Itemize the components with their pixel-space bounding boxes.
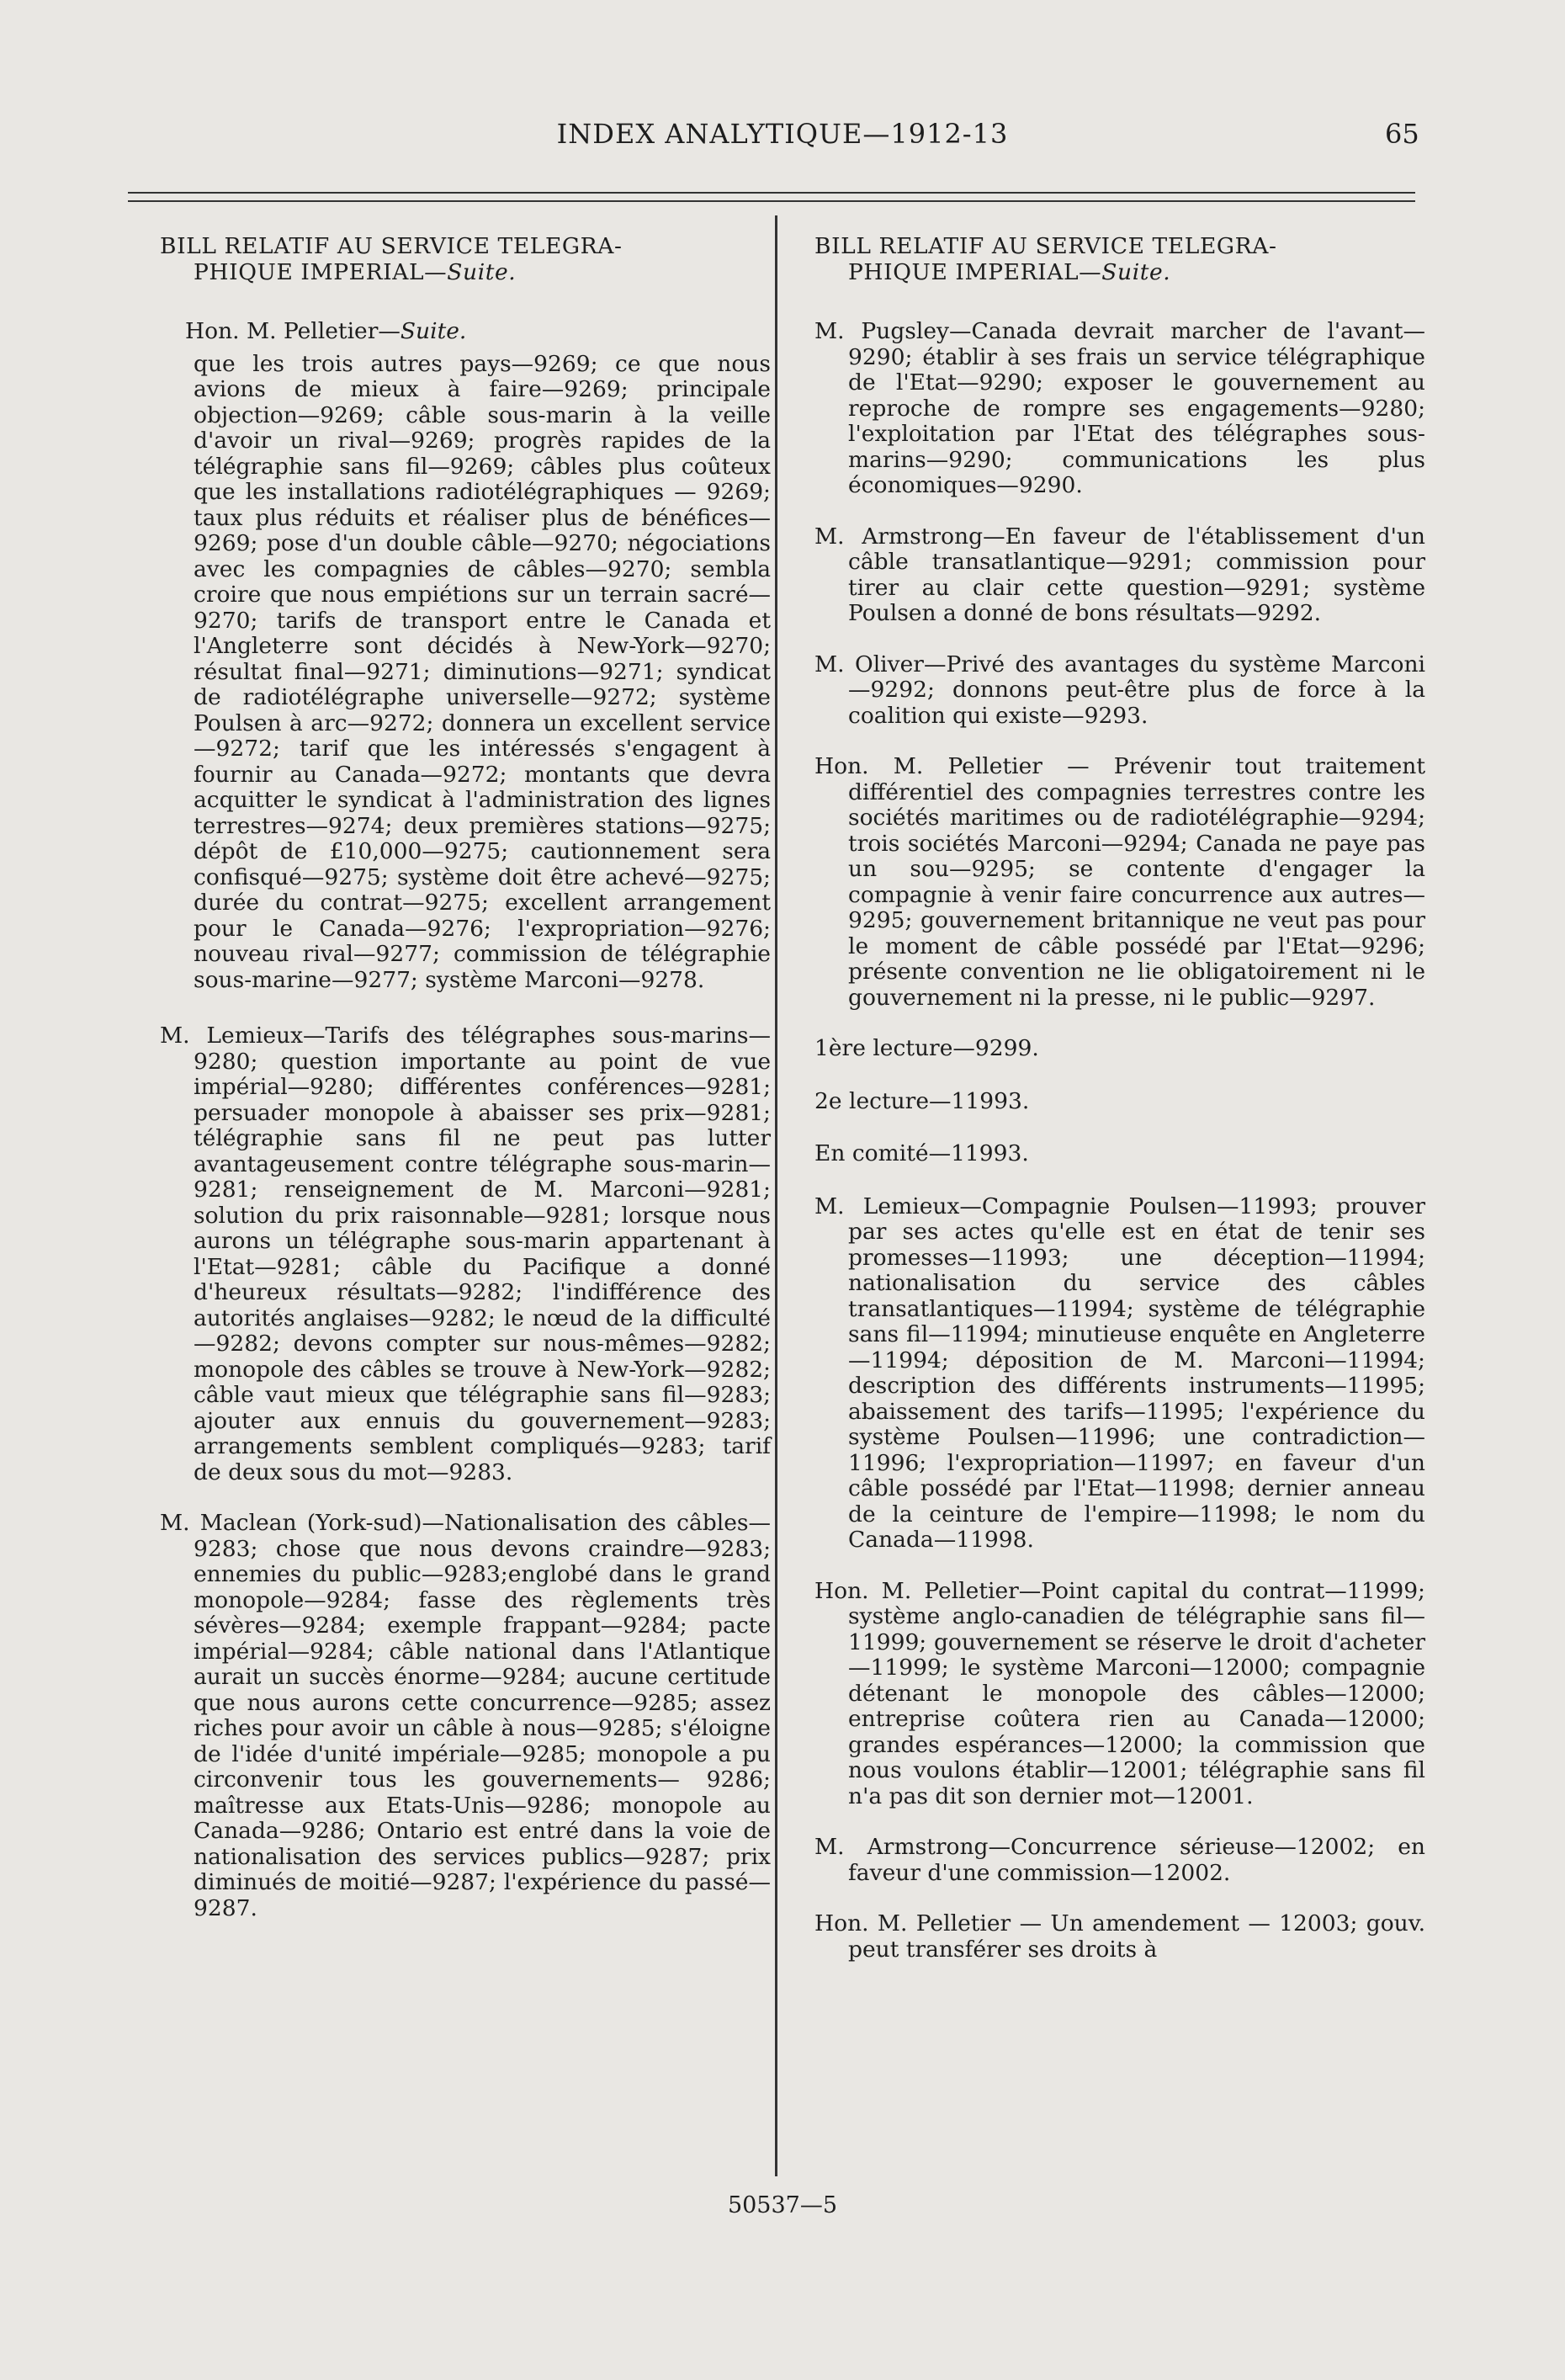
- index-entry: que les trois autres pays—9269; ce que nous avions de mieux à faire—9269; principale objection—9269; câble sous-marin à la veille d'avoir un rival—9269; progrès rapides de la télégraphie sans fil—9269; câbles plus coûteux que les installations radiotélégraphiques — 9269; taux plus réduits et réaliser plus de bénéfices—9269; pose d'un double câble—9270; négociations avec les compagnies de câbles—9270; sembla croire que nous empiétions sur un terrain sacré—9270; tarifs de transport entre le Canada et l'Angleterre sont décidés à New-York—9270; résultat final—9271; diminutions—9271; syndicat de radiotélégraphe universelle—9272; système Poulsen à arc—9272; donnera un excellent service—9272; tarif que les intéressés s'engagent à fournir au Canada—9272; montants que devra acquitter le syndicat à l'administration des lignes terrestres—9274; deux premières stations—9275; dépôt de £10,000—9275; cautionnement sera confisqué—9275; système doit être achevé—9275; durée du contrat—9275; excellent arrangement pour le Canada—9276; l'expropriation—9276; nouveau rival—9277; commission de télégraphie sous-marine—9277; système Marconi—9278.: [194, 350, 771, 993]
- section-heading-suite: Suite.: [1101, 258, 1171, 285]
- index-entry: M. Armstrong—En faveur de l'établissement d'un câble transatlantique—9291; commission pour tirer au clair cette question—9291; système Poulsen a donné de bons résultats—9292.: [814, 523, 1425, 626]
- left-column: [160, 234, 771, 1947]
- index-entry: Hon. M. Pelletier—Point capital du contrat—11999; système anglo-canadien de télégraphie sans fil—11999; gouvernement se réserve le droit d'acheter—11999; le système Marconi—12000; compagnie détenant le monopole des câbles—12000; entreprise coûtera rien au Canada—12000; grandes espérances—12000; la commission que nous voulons établir—12001; télégraphie sans fil n'a pas dit son dernier mot—12001.: [814, 1577, 1425, 1809]
- section-heading-line2: PHIQUE IMPERIAL—: [848, 258, 1102, 285]
- column-divider: [775, 215, 777, 2176]
- header-rule-bottom: [128, 200, 1415, 202]
- index-entry: 1ère lecture—9299.: [814, 1035, 1039, 1061]
- right-column: [814, 234, 1425, 1988]
- index-entry: M. Pugsley—Canada devrait marcher de l'avant—9290; établir à ses frais un service télégraphique de l'Etat—9290; exposer le gouvernement au reproche de rompre ses engagements—9280; l'exploitation par l'Etat des télégraphes sous-marins—9290; communications les plus économiques—9290.: [814, 318, 1425, 498]
- section-heading: [814, 234, 1425, 285]
- index-entry: 2e lecture—11993.: [814, 1087, 1030, 1114]
- index-entry: En comité—11993.: [814, 1140, 1029, 1166]
- index-entry: M. Armstrong—Concurrence sérieuse—12002; en faveur d'une commission—12002.: [814, 1834, 1425, 1886]
- index-entry: M. Oliver—Privé des avantages du système Marconi—9292; donnons peut-être plus de force à la coalition qui existe—9293.: [814, 651, 1425, 729]
- section-heading-suite: Suite.: [447, 258, 517, 285]
- continued-speaker: [185, 319, 771, 345]
- index-entry: Hon. M. Pelletier — Prévenir tout traitement différentiel des compagnies terrestres contre les sociétés maritimes ou de radiotélégraphie—9294; trois sociétés Marconi—9294; Canada ne paye pas un sou—9295; se contente d'engager la compagnie à venir faire concurrence aux autres—9295; gouvernement britannique ne veut pas pour le moment de câble possédé par l'Etat—9296; présente convention ne lie obligatoirement ni le gouvernement ni la presse, ni le public—9297.: [814, 753, 1425, 1011]
- section-heading-line2: PHIQUE IMPERIAL—: [194, 258, 448, 285]
- index-entry: M. Lemieux—Compagnie Poulsen—11993; prouver par ses actes qu'elle est en état de tenir ses promesses—11993; une déception—11994; nationalisation du service des câbles transatlantiques—11994; système de télégraphie sans fil—11994; minutieuse enquête en Angleterre—11994; déposition de M. Marconi—11994; description des différents instruments—11995; abaissement des tarifs—11995; l'expérience du système Poulsen—11996; une contradiction—11996; l'expropriation—11997; en faveur d'un câble possédé par l'Etat—11998; dernier anneau de la ceinture de l'empire—11998; le nom du Canada—11998.: [814, 1193, 1425, 1553]
- continued-speaker-suite: Suite.: [400, 318, 467, 344]
- continued-speaker-name: Hon. M. Pelletier—: [185, 318, 401, 344]
- printer-signature: 50537—5: [727, 2192, 838, 2218]
- section-heading-line1: BILL RELATIF AU SERVICE TELEGRA-: [814, 233, 1277, 259]
- index-entry: Hon. M. Pelletier — Un amendement — 12003; gouv. peut transférer ses droits à: [814, 1910, 1425, 1963]
- index-entry: M. Lemieux—Tarifs des télégraphes sous-marins—9280; question importante au point de vue impérial—9280; différentes conférences—9281; persuader monopole à abaisser ses prix—9281; télégraphie sans fil ne peut pas lutter avantageusement contre télégraphe sous-marin—9281; renseignement de M. Marconi—9281; solution du prix raisonnable—9281; lorsque nous aurons un télégraphe sous-marin appartenant à l'Etat—9281; câble du Pacifique a donné d'heureux résultats—9282; l'indifférence des autorités anglaises—9282; le nœud de la difficulté—9282; devons compter sur nous-mêmes—9282; monopole des câbles se trouve à New-York—9282; câble vaut mieux que télégraphie sans fil—9283; ajouter aux ennuis du gouvernement—9283; arrangements semblent compliqués—9283; tarif de deux sous du mot—9283.: [160, 1023, 771, 1485]
- section-heading-line1: BILL RELATIF AU SERVICE TELEGRA-: [160, 233, 623, 259]
- page-number: 65: [1385, 118, 1419, 150]
- section-heading: [160, 234, 771, 285]
- index-entry: M. Maclean (York-sud)—Nationalisation des câbles—9283; chose que nous devons craindre—9283; ennemies du public—9283;englobé dans le grand monopole—9284; fasse des règlements très sévères—9284; exemple frappant—9284; pacte impérial—9284; câble national dans l'Atlantique aurait un succès énorme—9284; aucune certitude que nous aurons cette concurrence—9285; assez riches pour avoir un câble à nous—9285; s'éloigne de l'idée d'unité impériale—9285; monopole a pu circonvenir tous les gouvernements— 9286; maîtresse aux Etats-Unis—9286; monopole au Canada—9286; Ontario est entré dans la voie de nationalisation des services publics—9287; prix diminués de moitié—9287; l'expérience du passé—9287.: [160, 1510, 771, 1921]
- page-title: INDEX ANALYTIQUE—1912-13: [556, 118, 1009, 150]
- header-rule-top: [128, 192, 1415, 194]
